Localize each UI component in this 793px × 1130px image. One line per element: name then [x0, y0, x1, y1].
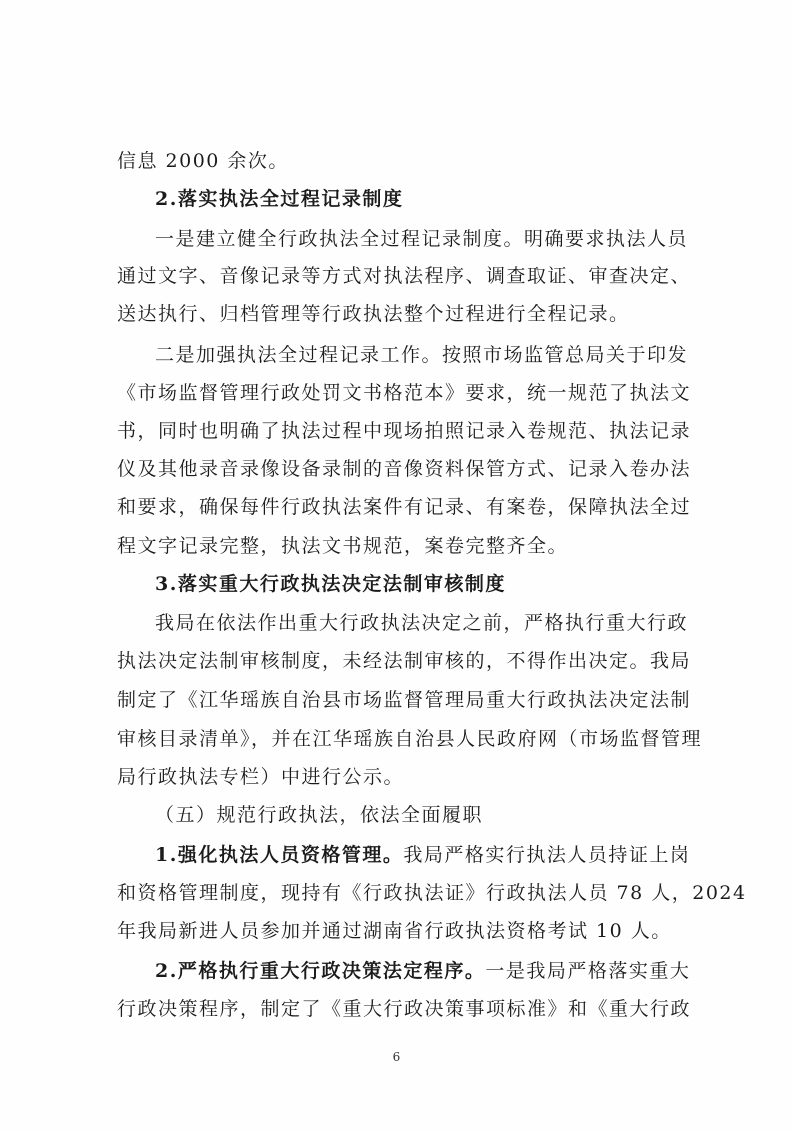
text-line: 一是建立健全行政执法全过程记录制度。明确要求执法人员 — [155, 228, 689, 250]
text-run: 我局严格实行执法人员持证上岗 — [403, 844, 691, 866]
text-line: 书，同时也明确了执法过程中现场拍照记录入卷规范、执法记录 — [117, 420, 692, 442]
text-line: 送达执行、归档管理等行政执法整个过程进行全程记录。 — [117, 303, 630, 325]
text-run: 一是我局严格落实重大 — [485, 960, 691, 982]
subheading-bold: 1.强化执法人员资格管理。 — [155, 844, 404, 866]
text-line: 和要求，确保每件行政执法案件有记录、有案卷，保障执法全过 — [117, 496, 692, 518]
text-line: 二是加强执法全过程记录工作。按照市场监管总局关于印发 — [155, 344, 689, 366]
text-line: 程文字记录完整，执法文书规范，案卷完整齐全。 — [117, 535, 569, 557]
section-heading: 2.落实执法全过程记录制度 — [155, 188, 404, 210]
text-line: 审核目录清单》，并在江华瑶族自治县人民政府网（市场监督管理 — [117, 728, 703, 750]
text-line: 和资格管理制度，现持有《行政执法证》行政执法人员 78 人，2024 — [117, 882, 747, 904]
text-line: 信息 2000 余次。 — [117, 150, 289, 172]
section-heading: （五）规范行政执法，依法全面履职 — [155, 804, 484, 826]
text-line: 执法决定法制审核制度，未经法制审核的，不得作出决定。我局 — [117, 650, 692, 672]
page-number: 6 — [392, 1050, 401, 1064]
text-line — [155, 960, 691, 982]
section-heading: 3.落实重大行政执法决定法制审核制度 — [155, 573, 506, 595]
text-line — [155, 844, 691, 866]
text-line: 局行政执法专栏）中进行公示。 — [117, 766, 405, 788]
text-line: 制定了《江华瑶族自治县市场监督管理局重大行政执法决定法制 — [117, 689, 692, 711]
subheading-bold: 2.严格执行重大行政决策法定程序。 — [155, 960, 486, 982]
text-line: 《市场监督管理行政处罚文书格范本》要求，统一规范了执法文 — [117, 382, 692, 404]
text-line: 行政决策程序，制定了《重大行政决策事项标准》和《重大行政 — [117, 998, 692, 1020]
text-line: 我局在依法作出重大行政执法决定之前，严格执行重大行政 — [155, 612, 689, 634]
text-line: 年我局新进人员参加并通过湖南省行政执法资格考试 10 人。 — [117, 920, 672, 942]
text-line: 仪及其他录音录像设备录制的音像资料保管方式、记录入卷办法 — [117, 458, 692, 480]
text-line: 通过文字、音像记录等方式对执法程序、调查取证、审查决定、 — [117, 265, 692, 287]
